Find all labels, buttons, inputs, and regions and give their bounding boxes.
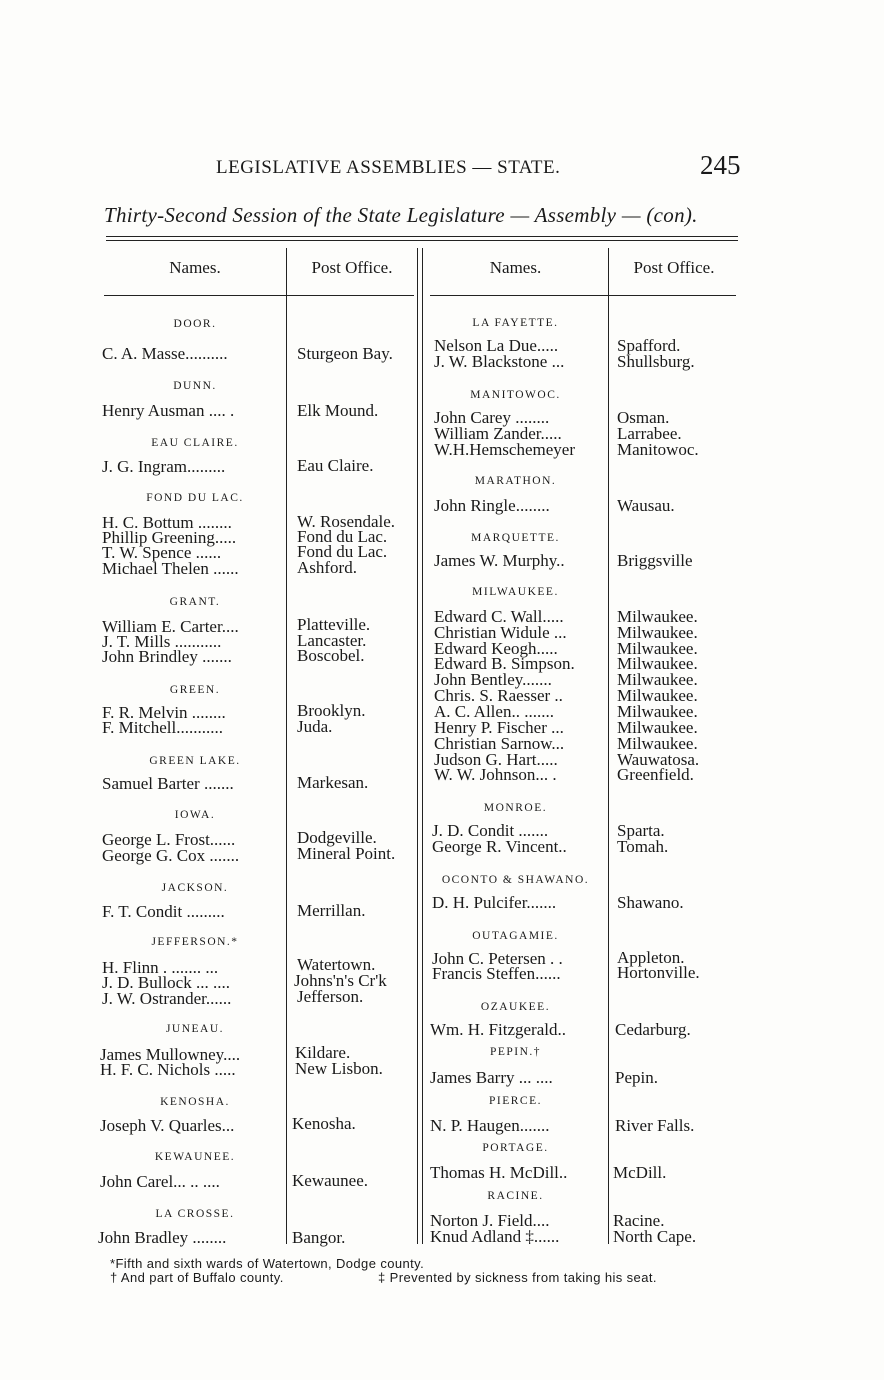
member-name: Michael Thelen ...... [102, 559, 239, 578]
member-name: J. W. Ostrander...... [102, 989, 232, 1008]
member-name: Samuel Barter ....... [102, 774, 234, 793]
member-name: Norton J. Field.... [430, 1211, 550, 1230]
member-name: J. D. Condit ....... [432, 821, 549, 840]
county-heading: PIERCE. [489, 1095, 542, 1107]
member-post-office: Sturgeon Bay. [297, 344, 393, 363]
member-post-office: North Cape. [613, 1227, 697, 1246]
member-name: W.H.Hemschemeyer [434, 440, 575, 459]
county-heading: MARQUETTE. [471, 532, 560, 544]
member-post-office: Briggsville [617, 551, 693, 570]
member-post-office: New Lisbon. [295, 1059, 383, 1078]
member-name: William E. Carter.... [102, 617, 239, 636]
member-name: John Carel... .. .... [100, 1172, 220, 1191]
member-post-office: Elk Mound. [297, 401, 379, 420]
member-post-office: Boscobel. [297, 646, 365, 665]
member-post-office: Wauwatosa. [617, 750, 700, 769]
member-post-office: Greenfield. [617, 765, 694, 784]
member-name: Edward B. Simpson. [434, 654, 575, 673]
member-name: John Bradley ........ [98, 1228, 227, 1247]
member-name: James W. Murphy.. [434, 551, 565, 570]
county-heading: DUNN. [173, 380, 217, 392]
county-heading: JUNEAU. [165, 1023, 225, 1035]
member-name: C. A. Masse.......... [102, 344, 228, 363]
member-post-office: Milwaukee. [617, 639, 698, 658]
member-post-office: Spafford. [617, 336, 681, 355]
member-post-office: Eau Claire. [297, 456, 374, 475]
member-name: F. R. Melvin ........ [102, 703, 226, 722]
member-post-office: Markesan. [297, 773, 369, 792]
member-post-office: Jefferson. [297, 987, 364, 1006]
county-heading: GREEN. [169, 684, 221, 696]
member-name: John Brindley ....... [102, 647, 232, 666]
table-top-rule-2 [106, 240, 738, 241]
member-post-office: Milwaukee. [617, 623, 698, 642]
member-post-office: Shullsburg. [617, 352, 695, 371]
column-header-names-left: Names. [169, 258, 221, 277]
member-post-office: Kenosha. [292, 1114, 356, 1133]
header-bottom-rule-left [104, 295, 414, 296]
member-name: Christian Widule ... [434, 623, 567, 642]
column-header-names-right: Names. [489, 258, 542, 277]
member-post-office: Dodgeville. [297, 828, 377, 847]
divider-center-1 [417, 248, 418, 1244]
member-name: A. C. Allen.. ....... [434, 702, 554, 721]
member-post-office: Milwaukee. [617, 686, 698, 705]
county-heading: RACINE. [487, 1190, 544, 1202]
member-name: Edward Keogh..... [434, 639, 558, 658]
member-post-office: Milwaukee. [617, 654, 698, 673]
member-post-office: Milwaukee. [617, 718, 698, 737]
member-post-office: Fond du Lac. [297, 527, 388, 546]
member-post-office: Wausau. [617, 496, 675, 515]
county-heading: PORTAGE. [482, 1142, 549, 1154]
member-post-office: Tomah. [617, 837, 669, 856]
member-post-office: Milwaukee. [617, 670, 698, 689]
member-name: H. Flinn . ....... ... [102, 958, 219, 977]
member-name: J. W. Blackstone ... [434, 352, 565, 371]
member-post-office: Larrabee. [617, 424, 682, 443]
member-name: Christian Sarnow... [434, 734, 565, 753]
member-post-office: McDill. [613, 1163, 667, 1182]
county-heading: LA CROSSE. [155, 1208, 235, 1220]
member-post-office: Kildare. [295, 1043, 351, 1062]
footnote-racine: ‡ Prevented by sickness from taking his seat. [378, 1270, 657, 1285]
county-heading: OZAUKEE. [480, 1001, 551, 1013]
member-post-office: Watertown. [297, 955, 376, 974]
table-top-rule [106, 236, 738, 237]
county-heading: MILWAUKEE. [472, 586, 559, 598]
divider-right-names-po [608, 248, 609, 1244]
member-post-office: Fond du Lac. [297, 542, 388, 561]
county-heading: DOOR. [173, 318, 217, 330]
member-post-office: Bangor. [292, 1228, 346, 1247]
member-name: J. T. Mills ........... [102, 632, 222, 651]
county-heading: KENOSHA. [160, 1096, 230, 1108]
county-heading: GREEN LAKE. [149, 755, 241, 767]
member-post-office: Racine. [613, 1211, 665, 1230]
member-post-office: Shawano. [617, 893, 684, 912]
county-heading: JACKSON. [161, 882, 229, 894]
county-heading: OUTAGAMIE. [472, 930, 559, 942]
member-post-office: Merrillan. [297, 901, 366, 920]
member-name: J. D. Bullock ... .... [102, 973, 230, 992]
county-heading: PEPIN.† [489, 1046, 542, 1058]
member-post-office: Johns'n's Cr'k [294, 971, 387, 990]
member-post-office: Milwaukee. [617, 734, 698, 753]
member-name: Edward C. Wall..... [434, 607, 564, 626]
footnote-pepin: † And part of Buffalo county. [110, 1270, 284, 1285]
member-name: Phillip Greening..... [102, 528, 237, 547]
member-post-office: W. Rosendale. [297, 512, 396, 531]
county-heading: OCONTO & SHAWANO. [441, 874, 590, 886]
member-post-office: Platteville. [297, 615, 371, 634]
county-heading: GRANT. [169, 596, 221, 608]
member-name: William Zander..... [434, 424, 562, 443]
member-name: James Mullowney.... [100, 1045, 241, 1064]
member-post-office: Mineral Point. [297, 844, 396, 863]
header-bottom-rule-right [430, 295, 736, 296]
column-header-post-office-left: Post Office. [311, 258, 393, 277]
member-post-office: Sparta. [617, 821, 665, 840]
member-name: Judson G. Hart..... [434, 750, 558, 769]
county-heading: JEFFERSON.* [151, 936, 239, 948]
member-name: John Carey ........ [434, 408, 550, 427]
member-name: N. P. Haugen....... [430, 1116, 550, 1135]
member-name: James Barry ... .... [430, 1068, 553, 1087]
member-name: H. F. C. Nichols ..... [100, 1060, 236, 1079]
county-heading: LA FAYETTE. [472, 317, 559, 329]
member-name: Thomas H. McDill.. [430, 1163, 568, 1182]
member-post-office: Milwaukee. [617, 607, 698, 626]
county-heading: KEWAUNEE. [154, 1151, 236, 1163]
member-name: W. W. Johnson... . [434, 765, 557, 784]
member-post-office: Kewaunee. [292, 1171, 368, 1190]
member-post-office: Juda. [297, 717, 333, 736]
member-post-office: Brooklyn. [297, 701, 366, 720]
member-name: George R. Vincent.. [432, 837, 567, 856]
divider-left-names-po [286, 248, 287, 1244]
member-name: Francis Steffen...... [432, 964, 561, 983]
member-name: Chris. S. Raesser .. [434, 686, 563, 705]
member-name: T. W. Spence ...... [102, 543, 222, 562]
section-subtitle: Thirty-Second Session of the State Legislature — Assembly — (con). [104, 203, 698, 227]
county-heading: MANITOWOC. [470, 389, 561, 401]
member-name: John C. Petersen . . [432, 949, 563, 968]
member-post-office: Hortonville. [617, 963, 700, 982]
member-name: Wm. H. Fitzgerald.. [430, 1020, 566, 1039]
footnote-jefferson: *Fifth and sixth wards of Watertown, Dodge county. [110, 1256, 425, 1271]
county-heading: FOND DU LAC. [146, 492, 244, 504]
member-post-office: Osman. [617, 408, 670, 427]
county-heading: MONROE. [483, 802, 548, 814]
member-name: F. T. Condit ......... [102, 902, 225, 921]
member-post-office: Milwaukee. [617, 702, 698, 721]
county-heading: EAU CLAIRE. [151, 437, 239, 449]
member-post-office: Manitowoc. [617, 440, 699, 459]
member-name: Henry P. Fischer ... [434, 718, 564, 737]
member-name: George G. Cox ....... [102, 846, 240, 865]
member-name: John Bentley....... [434, 670, 552, 689]
county-heading: IOWA. [174, 809, 216, 821]
member-name: J. G. Ingram......... [102, 457, 226, 476]
member-name: George L. Frost...... [102, 830, 236, 849]
member-name: Joseph V. Quarles... [100, 1116, 235, 1135]
county-heading: MARATHON. [474, 475, 557, 487]
member-name: Henry Ausman .... . [102, 401, 235, 420]
page-number: 245 [700, 150, 741, 180]
member-name: F. Mitchell........... [102, 718, 223, 737]
member-name: Nelson La Due..... [434, 336, 559, 355]
member-post-office: Appleton. [617, 948, 685, 967]
member-post-office: Ashford. [297, 558, 357, 577]
member-name: D. H. Pulcifer....... [432, 893, 557, 912]
member-name: Knud Adland ‡...... [430, 1227, 560, 1246]
member-post-office: Lancaster. [297, 631, 367, 650]
member-name: John Ringle........ [434, 496, 550, 515]
member-post-office: River Falls. [615, 1116, 695, 1135]
running-header: LEGISLATIVE ASSEMBLIES — STATE. [216, 157, 561, 178]
column-header-post-office-right: Post Office. [633, 258, 715, 277]
member-post-office: Pepin. [615, 1068, 658, 1087]
member-name: H. C. Bottum ........ [102, 513, 232, 532]
member-post-office: Cedarburg. [615, 1020, 691, 1039]
